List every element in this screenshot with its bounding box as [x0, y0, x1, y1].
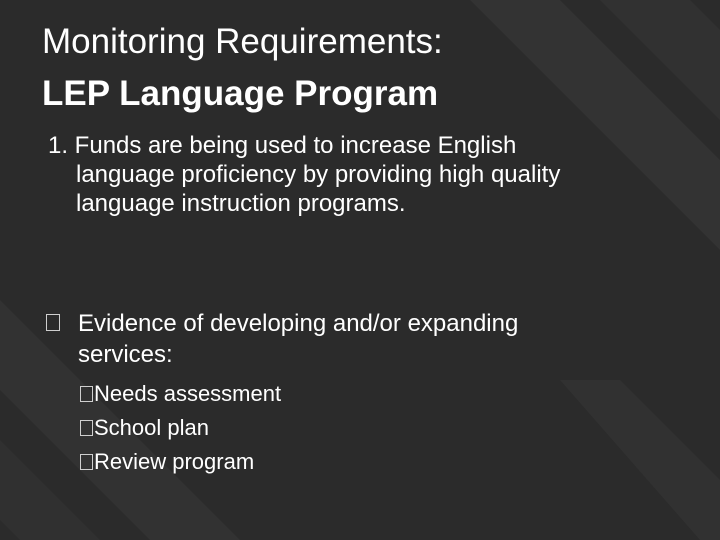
- sub-bullet-item: [80, 377, 480, 411]
- square-bullet-icon: [80, 420, 93, 436]
- sub-bullet-label: Review program: [94, 449, 255, 474]
- square-bullet-icon: [46, 314, 60, 331]
- sub-bullet-item: [80, 411, 480, 445]
- stripe-band: [560, 380, 720, 540]
- sub-bullet-item: [80, 445, 480, 479]
- sub-bullet-label: School plan: [94, 415, 209, 440]
- bullet-text: Evidence of developing and/or expanding services:: [78, 310, 519, 368]
- slide-title-line1: Monitoring Requirements:: [42, 22, 443, 61]
- numbered-item: 1. Funds are being used to increase English language proficiency by providing high quality language instruction programs.: [48, 132, 561, 217]
- slide-title-line2: LEP Language Program: [42, 74, 439, 113]
- sub-bullet-list: [80, 377, 480, 479]
- sub-bullet-label: Needs assessment: [94, 381, 282, 406]
- square-bullet-icon: [80, 454, 93, 470]
- square-bullet-icon: [80, 386, 93, 402]
